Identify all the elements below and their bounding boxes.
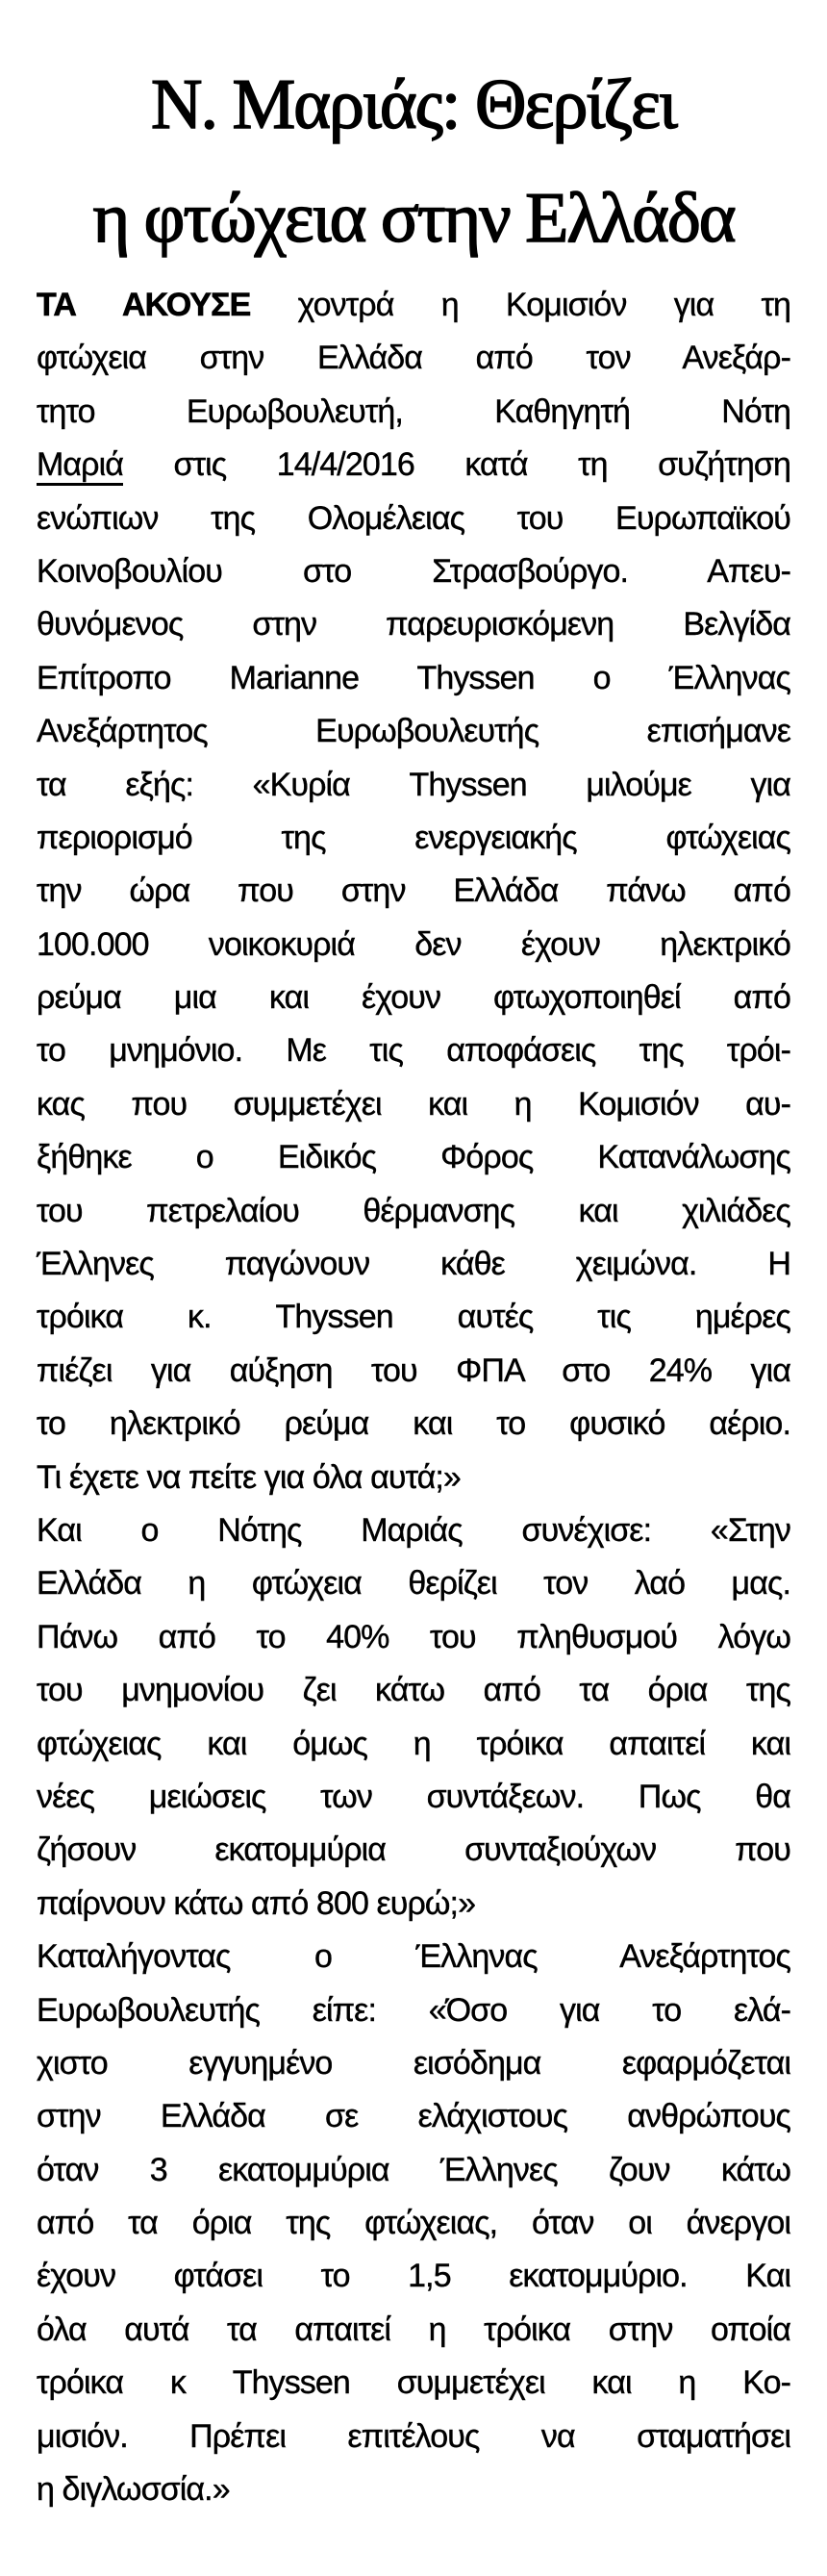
text-line: 100.000 νοικοκυριά δεν έχουν ηλεκτρικό (37, 925, 790, 963)
text-line: φτώχεια στην Ελλάδα από τον Ανεξάρ- (37, 340, 790, 377)
text-line: κας που συμμετέχει και η Κομισιόν αυ- (37, 1085, 790, 1123)
text-line: του μνημονίου ζει κάτω από τα όρια της (37, 1672, 790, 1709)
text-line: στην Ελλάδα σε ελάχιστους ανθρώπους (37, 2098, 790, 2135)
text-line: ενώπιων της Ολομέλειας του Ευρωπαϊκού (37, 499, 790, 537)
text-line: περιορισμό της ενεργειακής φτώχειας (37, 819, 790, 856)
text-line: όταν 3 εκατομμύρια Έλληνες ζουν κάτω (37, 2151, 790, 2188)
text-line: Και ο Νότης Μαριάς συνέχισε: «Στην (37, 1511, 790, 1549)
text-line: Κοινοβουλίου στο Στρασβούργο. Απευ- (37, 552, 790, 590)
text-line: χιστο εγγυημένο εισόδημα εφαρμόζεται (37, 2044, 790, 2082)
text-line: πιέζει για αύξηση του ΦΠΑ στο 24% για (37, 1351, 790, 1389)
text-line: ρεύμα μια και έχουν φτωχοποιηθεί από (37, 979, 790, 1017)
text-line: φτώχειας και όμως η τρόικα απαιτεί και (37, 1725, 790, 1762)
headline-line-2: η φτώχεια στην Ελλάδα (92, 179, 735, 258)
headline-line-1: Ν. Μαριάς: Θερίζει (151, 65, 676, 144)
article-body (37, 279, 790, 2516)
text-line: Έλληνες παγώνουν κάθε χειμώνα. Η (37, 1246, 790, 1283)
text-line: Τι έχετε να πείτε για όλα αυτά;» (37, 1458, 461, 1496)
text-line: μισιόν. Πρέπει επιτέλους να σταματήσει (37, 2417, 790, 2455)
text-line: το ηλεκτρικό ρεύμα και το φυσικό αέριο. (37, 1405, 790, 1443)
text-line (37, 279, 790, 332)
text-line: θυνόμενος στην παρευρισκόμενη Βελγίδα (37, 606, 790, 644)
text-line: ξήθηκε ο Ειδικός Φόρος Κατανάλωσης (37, 1139, 790, 1176)
text-line: Ευρωβουλευτής είπε: «Όσο για το ελά- (37, 1991, 790, 2029)
text-line: τρόικα κ Thyssen συμμετέχει και η Κο- (37, 2364, 790, 2402)
text-line: Πάνω από το 40% του πληθυσμού λόγω (37, 1618, 790, 1655)
line-text: χοντρά η Κομισιόν για τη (250, 287, 790, 323)
text-line: παίρνουν κάτω από 800 ευρώ;» (37, 1884, 476, 1922)
text-line: όλα αυτά τα απαιτεί η τρόικα στην οποία (37, 2311, 790, 2348)
text-line: Καταλήγοντας ο Έλληνας Ανεξάρτητος (37, 1938, 790, 1976)
text-line: το μνημόνιο. Με τις αποφάσεις της τρόι- (37, 1032, 790, 1070)
text-line: έχουν φτάσει το 1,5 εκατομμύριο. Και (37, 2258, 790, 2295)
text-line: Επίτροπο Marianne Thyssen ο Έλληνας (37, 659, 790, 696)
text-line: η διγλωσσία.» (37, 2471, 230, 2509)
headline (38, 48, 789, 275)
text-line: του πετρελαίου θέρμανσης και χιλιάδες (37, 1192, 790, 1229)
lead-in: ΤΑ ΑΚΟΥΣΕ (37, 287, 251, 323)
text-line (37, 439, 790, 492)
text-line: τητο Ευρωβουλευτή, Καθηγητή Νότη (37, 392, 790, 430)
text-line: νέες μειώσεις των συντάξεων. Πως θα (37, 1778, 790, 1815)
text-line: ζήσουν εκατομμύρια συνταξιούχων που (37, 1831, 790, 1869)
text-line: την ώρα που στην Ελλάδα πάνω από (37, 872, 790, 910)
line-text: στις 14/4/2016 κατά τη συζήτηση (123, 446, 790, 484)
text-line: τρόικα κ. Thyssen αυτές τις ημέρες (37, 1299, 790, 1336)
underlined-name: Μαριά (37, 446, 123, 486)
text-line: από τα όρια της φτώχειας, όταν οι άνεργοι (37, 2205, 790, 2242)
text-line: Ανεξάρτητος Ευρωβουλευτής επισήμανε (37, 713, 790, 750)
text-line: Ελλάδα η φτώχεια θερίζει τον λαό μας. (37, 1565, 790, 1603)
text-line: τα εξής: «Κυρία Thyssen μιλούμε για (37, 766, 790, 803)
